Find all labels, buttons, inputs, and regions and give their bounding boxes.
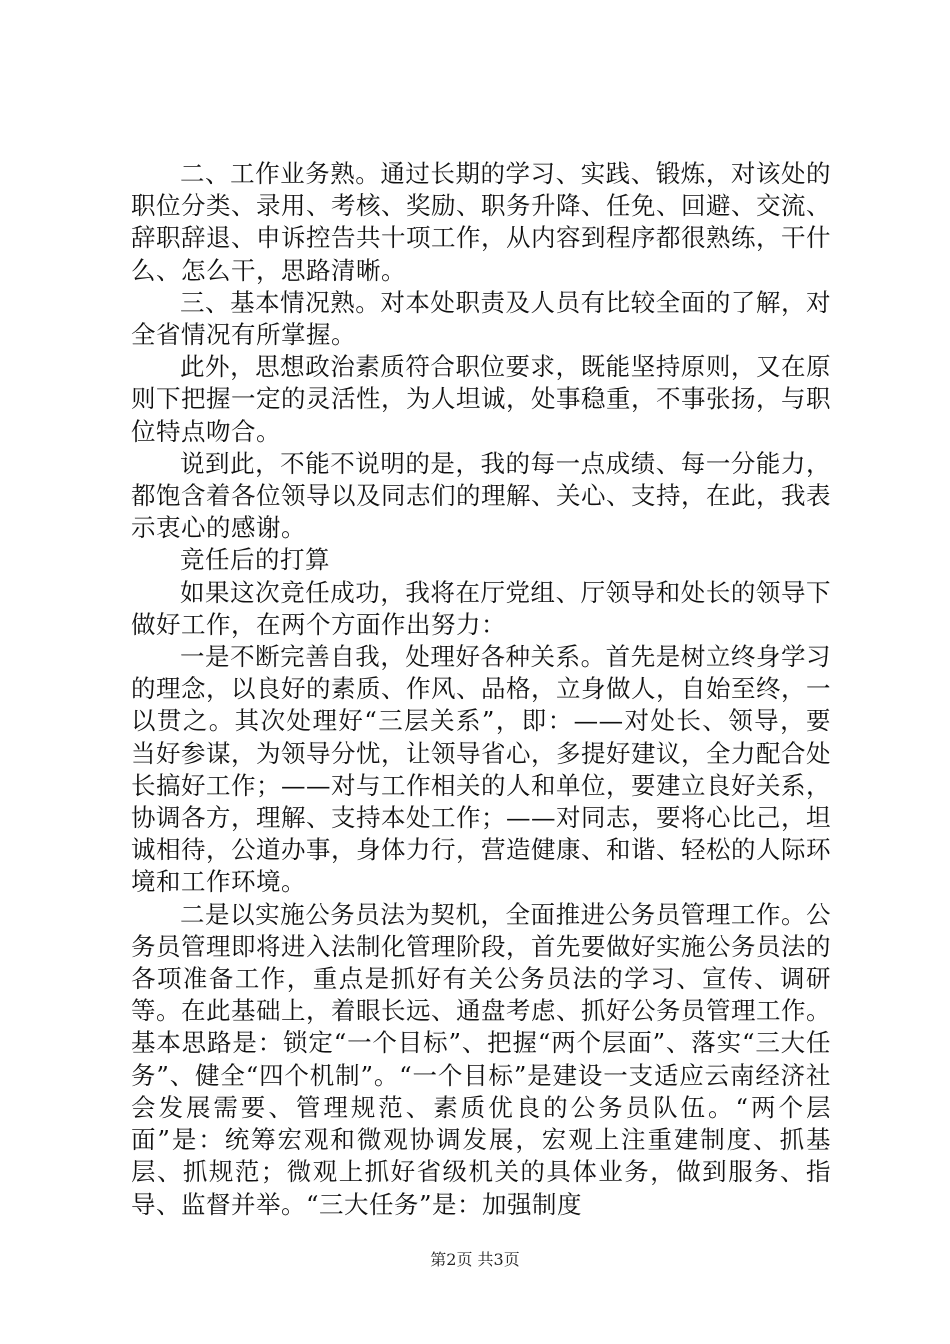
section-heading-plans: 竞任后的打算 — [180, 545, 330, 575]
paragraph-political-quality: 此外，思想政治素质符合职位要求，既能坚持原则，又在原则下把握一定的灵活性，为人坦诚，处事稳重，不事张扬，与职位特点吻合。 — [131, 352, 831, 446]
paragraph-work-familiarity: 二、工作业务熟。通过长期的学习、实践、锻炼，对该处的职位分类、录用、考核、奖励、职务升降、任免、回避、交流、辞职辞退、申诉控告共十项工作，从内容到程序都很熟练，干什么、怎么干，思路清晰。 — [131, 159, 831, 285]
paragraph-gratitude: 说到此，不能不说明的是，我的每一点成绩、每一分能力，都饱含着各位领导以及同志们的理解、关心、支持，在此，我表示衷心的感谢。 — [131, 448, 831, 543]
paragraph-basic-situation: 三、基本情况熟。对本处职责及人员有比较全面的了解，对全省情况有所掌握。 — [131, 287, 831, 350]
page-footer: 第2页 共3页 — [430, 1250, 520, 1269]
document-body — [131, 158, 831, 1221]
paragraph-civil-service-law: 二是以实施公务员法为契机，全面推进公务员管理工作。公务员管理即将进入法制化管理阶段，首先要做好实施公务员法的各项准备工作，重点是抓好有关公务员法的学习、宣传、调研等。在此基础上，着眼长远、通盘考虑、抓好公务员管理工作。基本思路是：锁定“一个目标”、把握“两个层面”、落实“三大任务”、健全“四个机制”。“一个目标”是建设一支适应云南经济社会发展需要、管理规范、素质优良的公务员队伍。“两个层面”是：统筹宏观和微观协调发展，宏观上注重建制度、抓基层、抓规范；微观上抓好省级机关的具体业务，做到服务、指导、监督并举。“三大任务”是：加强制度 — [131, 899, 831, 1219]
paragraph-plans-intro: 如果这次竞任成功，我将在厅党组、厅领导和处长的领导下做好工作，在两个方面作出努力： — [131, 577, 831, 639]
paragraph-self-improvement: 一是不断完善自我，处理好各种关系。首先是树立终身学习的理念，以良好的素质、作风、品格，立身做人，自始至终，一以贯之。其次处理好“三层关系”，即：——对处长、领导，要当好参谋，为领导分忧，让领导省心，多提好建议，全力配合处长搞好工作；——对与工作相关的人和单位，要建立良好关系，协调各方，理解、支持本处工作；——对同志，要将心比己，坦诚相待，公道办事，身体力行，营造健康、和谐、轻松的人际环境和工作环境。 — [131, 642, 831, 897]
